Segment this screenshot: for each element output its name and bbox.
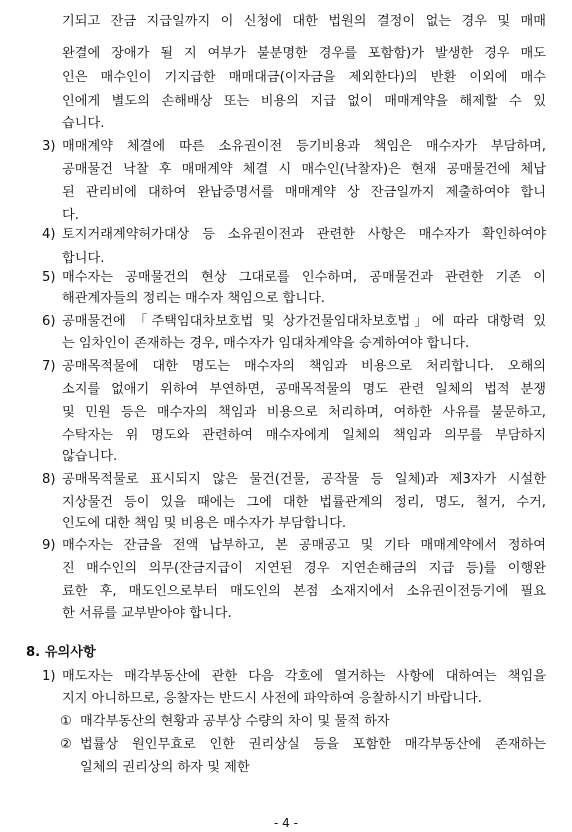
item-number: 9) [42, 538, 56, 553]
item-number: 8) [42, 472, 56, 487]
item-number: 4) [42, 227, 56, 242]
text-line: 습니다. [62, 116, 105, 131]
item-number: 5) [42, 270, 56, 285]
page-number: - 4 - [274, 816, 298, 830]
item-number: 3) [42, 139, 56, 154]
circled-number: ① [60, 714, 72, 729]
text-line: 매각부동산의 현황과 공부상 수량의 차이 및 물적 하자 [80, 714, 390, 729]
text-line: 토지거래계약허가대상 등 소유권이전과 관련한 사항은 매수자가 확인하여야 [62, 227, 546, 242]
text-line: 지상물건 등이 있을 때에는 그에 대한 법률관계의 정리, 명도, 철거, 수거, [62, 495, 546, 510]
text-line: 매도자는 매각부동산에 관한 다음 각호에 열거하는 사항에 대하여는 책임을 [62, 669, 546, 684]
text-line: 진 매수인의 의무(잔금지급이 지연된 경우 지연손해금의 지급 등)를 이행완 [62, 561, 546, 576]
text-line: 합니다. [62, 251, 105, 266]
text-line: 공매목적물로 표시되지 않은 물건(건물, 공작물 등 일체)과 제3자가 시설한 [62, 472, 546, 487]
text-line: 한 서류를 교부받아야 합니다. [62, 606, 232, 621]
text-line: 일체의 권리상의 하자 및 제한 [80, 760, 250, 775]
text-line: 인은 매수인이 기지급한 매매대금(이자금을 제외한다)의 반환 이외에 매수 [62, 70, 546, 85]
text-line: 지지 아니하므로, 응찰자는 반드시 사전에 파악하여 응찰하시기 바랍니다. [62, 691, 482, 706]
text-line: 소지를 없애기 위하여 부연하면, 공매목적물의 명도 관련 일체의 법적 분쟁 [62, 382, 546, 397]
text-line: 완결에 장애가 될 지 여부가 불분명한 경우를 포함함)가 발생한 경우 매도 [62, 46, 546, 61]
text-line: 다. [62, 208, 79, 223]
text-line: 수탁자는 위 명도와 관련하여 매수자에게 일체의 책임과 의무를 부담하지 [62, 428, 546, 443]
text-line: 법률상 원인무효로 인한 권리상실 등을 포함한 매각부동산에 존재하는 [80, 737, 546, 752]
item-number: 6) [42, 314, 56, 329]
text-line: 는 임차인이 존재하는 경우, 매수자가 임대차계약을 승계하여야 합니다. [62, 336, 470, 351]
text-line: 및 민원 등은 매수자의 책임과 비용으로 처리하며, 여하한 사유를 불문하고, [62, 405, 546, 420]
item-number: 1) [42, 669, 56, 684]
text-line: 매수자는 잔금을 전액 납부하고, 본 공매공고 및 기타 매매계약에서 정하여 [62, 538, 546, 553]
text-line: 매매계약 체결에 따른 소유권이전 등기비용과 책임은 매수자가 부담하며, [62, 139, 546, 154]
text-line: 기되고 잔금 지급일까지 이 신청에 대한 법원의 결정이 없는 경우 및 매매 [62, 14, 546, 29]
text-line: 료한 후, 매도인으로부터 매도인의 본점 소재지에서 소유권이전등기에 필요 [62, 584, 546, 599]
text-line: 인도에 대한 책임 및 비용은 매수자가 부담합니다. [62, 516, 347, 531]
text-line: 공매물건 낙찰 후 매매계약 체결 시 매수인(낙찰자)은 현재 공매물건에 체납 [62, 162, 546, 177]
text-line: 해관계자들의 정리는 매수자 책임으로 합니다. [62, 291, 326, 306]
text-line: 공매물건에 「주택임대차보호법 및 상가건물임대차보호법」에 따라 대항력 있 [62, 314, 546, 329]
item-number: 7) [42, 359, 56, 374]
circled-number: ② [60, 737, 72, 752]
text-line: 된 관리비에 대하여 완납증명서를 매매계약 상 잔금일까지 제출하여야 합니 [62, 185, 546, 200]
text-line: 매수자는 공매물건의 현상 그대로를 인수하며, 공매물건과 관련한 기존 이 [62, 270, 546, 285]
text-line: 인에게 별도의 손해배상 또는 비용의 지급 없이 매매계약을 해제할 수 있 [62, 94, 546, 109]
text-line: 않습니다. [62, 449, 118, 464]
text-line: 공매목적물에 대한 명도는 매수자의 책임과 비용으로 처리합니다. 오해의 [62, 359, 546, 374]
section-heading: 8. 유의사항 [26, 645, 96, 660]
